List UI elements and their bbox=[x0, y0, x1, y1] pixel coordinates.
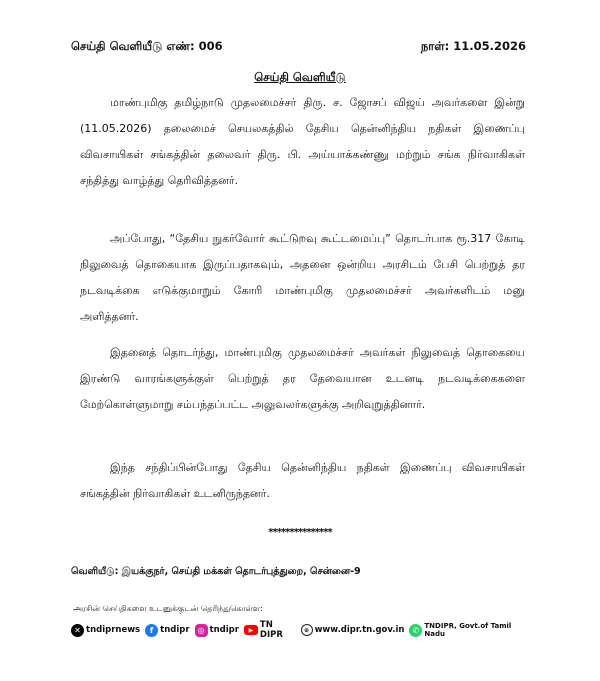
globe-icon: ⊕ bbox=[301, 624, 313, 636]
paragraph-4-text: இந்த சந்திப்பின்போது தேசிய தென்னிந்திய நதிகள் இணைப்பு விவசாயிகள் சங்கத்தின் நிர்வாகிகள் உடனிருந்தனர். bbox=[80, 461, 525, 500]
x-icon: ✕ bbox=[71, 624, 84, 637]
separator: *************** bbox=[268, 527, 332, 538]
social-facebook-label: tndipr bbox=[160, 625, 190, 635]
social-youtube[interactable] bbox=[244, 620, 296, 640]
follow-text: அரசின் செய்திகளை உடனுக்குடன் தெரிந்துகொள்ள: bbox=[73, 604, 263, 613]
paragraph-2 bbox=[80, 226, 525, 330]
whatsapp-icon: ✆ bbox=[409, 624, 422, 637]
paragraph-3-text: இதனைத் தொடர்ந்து, மாண்புமிகு முதலமைச்சர் அவர்கள் நிலுவைத் தொகையை இரண்டு வாரங்களுக்குள் பெற்றுத் தர தேவையான உடனடி நடவடிக்கைகளை மேற்கொள்ளுமாறு சம்பந்தப்பட்ட அலுவலர்களுக்கு அறிவுறுத்தினார். bbox=[80, 346, 525, 411]
youtube-icon: ▶ bbox=[244, 625, 258, 635]
paragraph-4 bbox=[80, 455, 525, 507]
facebook-icon: f bbox=[145, 624, 158, 637]
social-facebook[interactable] bbox=[145, 624, 189, 637]
social-links bbox=[71, 622, 532, 638]
paragraph-1-text: மாண்புமிகு தமிழ்நாடு முதலமைச்சர் திரு. ச. ஜோசப் விஜய் அவர்களை இன்று (11.05.2026) தலைமைச் செயலகத்தில் தேசிய தென்னிந்திய நதிகள் இணைப்பு விவசாயிகள் சங்கத்தின் தலைவர் திரு. பி. அய்யாக்கண்ணு மற்றும் சங்க நிர்வாகிகள் சந்தித்து வாழ்த்து தெரிவித்தனர். bbox=[80, 96, 525, 187]
document-title-wrap bbox=[0, 70, 600, 86]
document-header bbox=[71, 38, 526, 56]
social-x[interactable] bbox=[71, 624, 140, 637]
social-website[interactable] bbox=[301, 624, 405, 636]
release-date: நாள்: 11.05.2026 bbox=[420, 39, 526, 53]
paragraph-2-text: அப்போது, “தேசிய நுகர்வோர் கூட்டுறவு கூட்டமைப்பு” தொடர்பாக ரூ.317 கோடி நிலுவைத் தொகையாக இருப்பதாகவும், அதனை ஒன்றிய அரசிடம் பேசி பெற்றுத் தர நடவடிக்கை எடுக்குமாறும் கோரி மாண்புமிகு முதலமைச்சர் அவர்களிடம் மனு அளித்தனர். bbox=[80, 232, 525, 323]
social-instagram[interactable] bbox=[195, 624, 239, 637]
social-website-label: www.dipr.tn.gov.in bbox=[314, 625, 405, 635]
release-number: செய்தி வெளியீடு எண்: 006 bbox=[71, 39, 223, 53]
instagram-icon: ◎ bbox=[195, 624, 208, 637]
social-x-label: tndiprnews bbox=[86, 625, 141, 635]
social-whatsapp[interactable] bbox=[409, 622, 527, 638]
social-whatsapp-label: TNDIPR, Govt.of Tamil Nadu bbox=[424, 622, 512, 638]
social-instagram-label: tndipr bbox=[209, 625, 239, 635]
issued-by: வெளியீடு: இயக்குநர், செய்தி மக்கள் தொடர்புத்துறை, சென்னை-9 bbox=[71, 566, 361, 577]
social-youtube-label: TN DIPR bbox=[259, 620, 283, 640]
paragraph-1 bbox=[80, 90, 525, 194]
paragraph-3 bbox=[80, 340, 525, 418]
document-title: செய்தி வெளியீடு bbox=[254, 70, 346, 84]
